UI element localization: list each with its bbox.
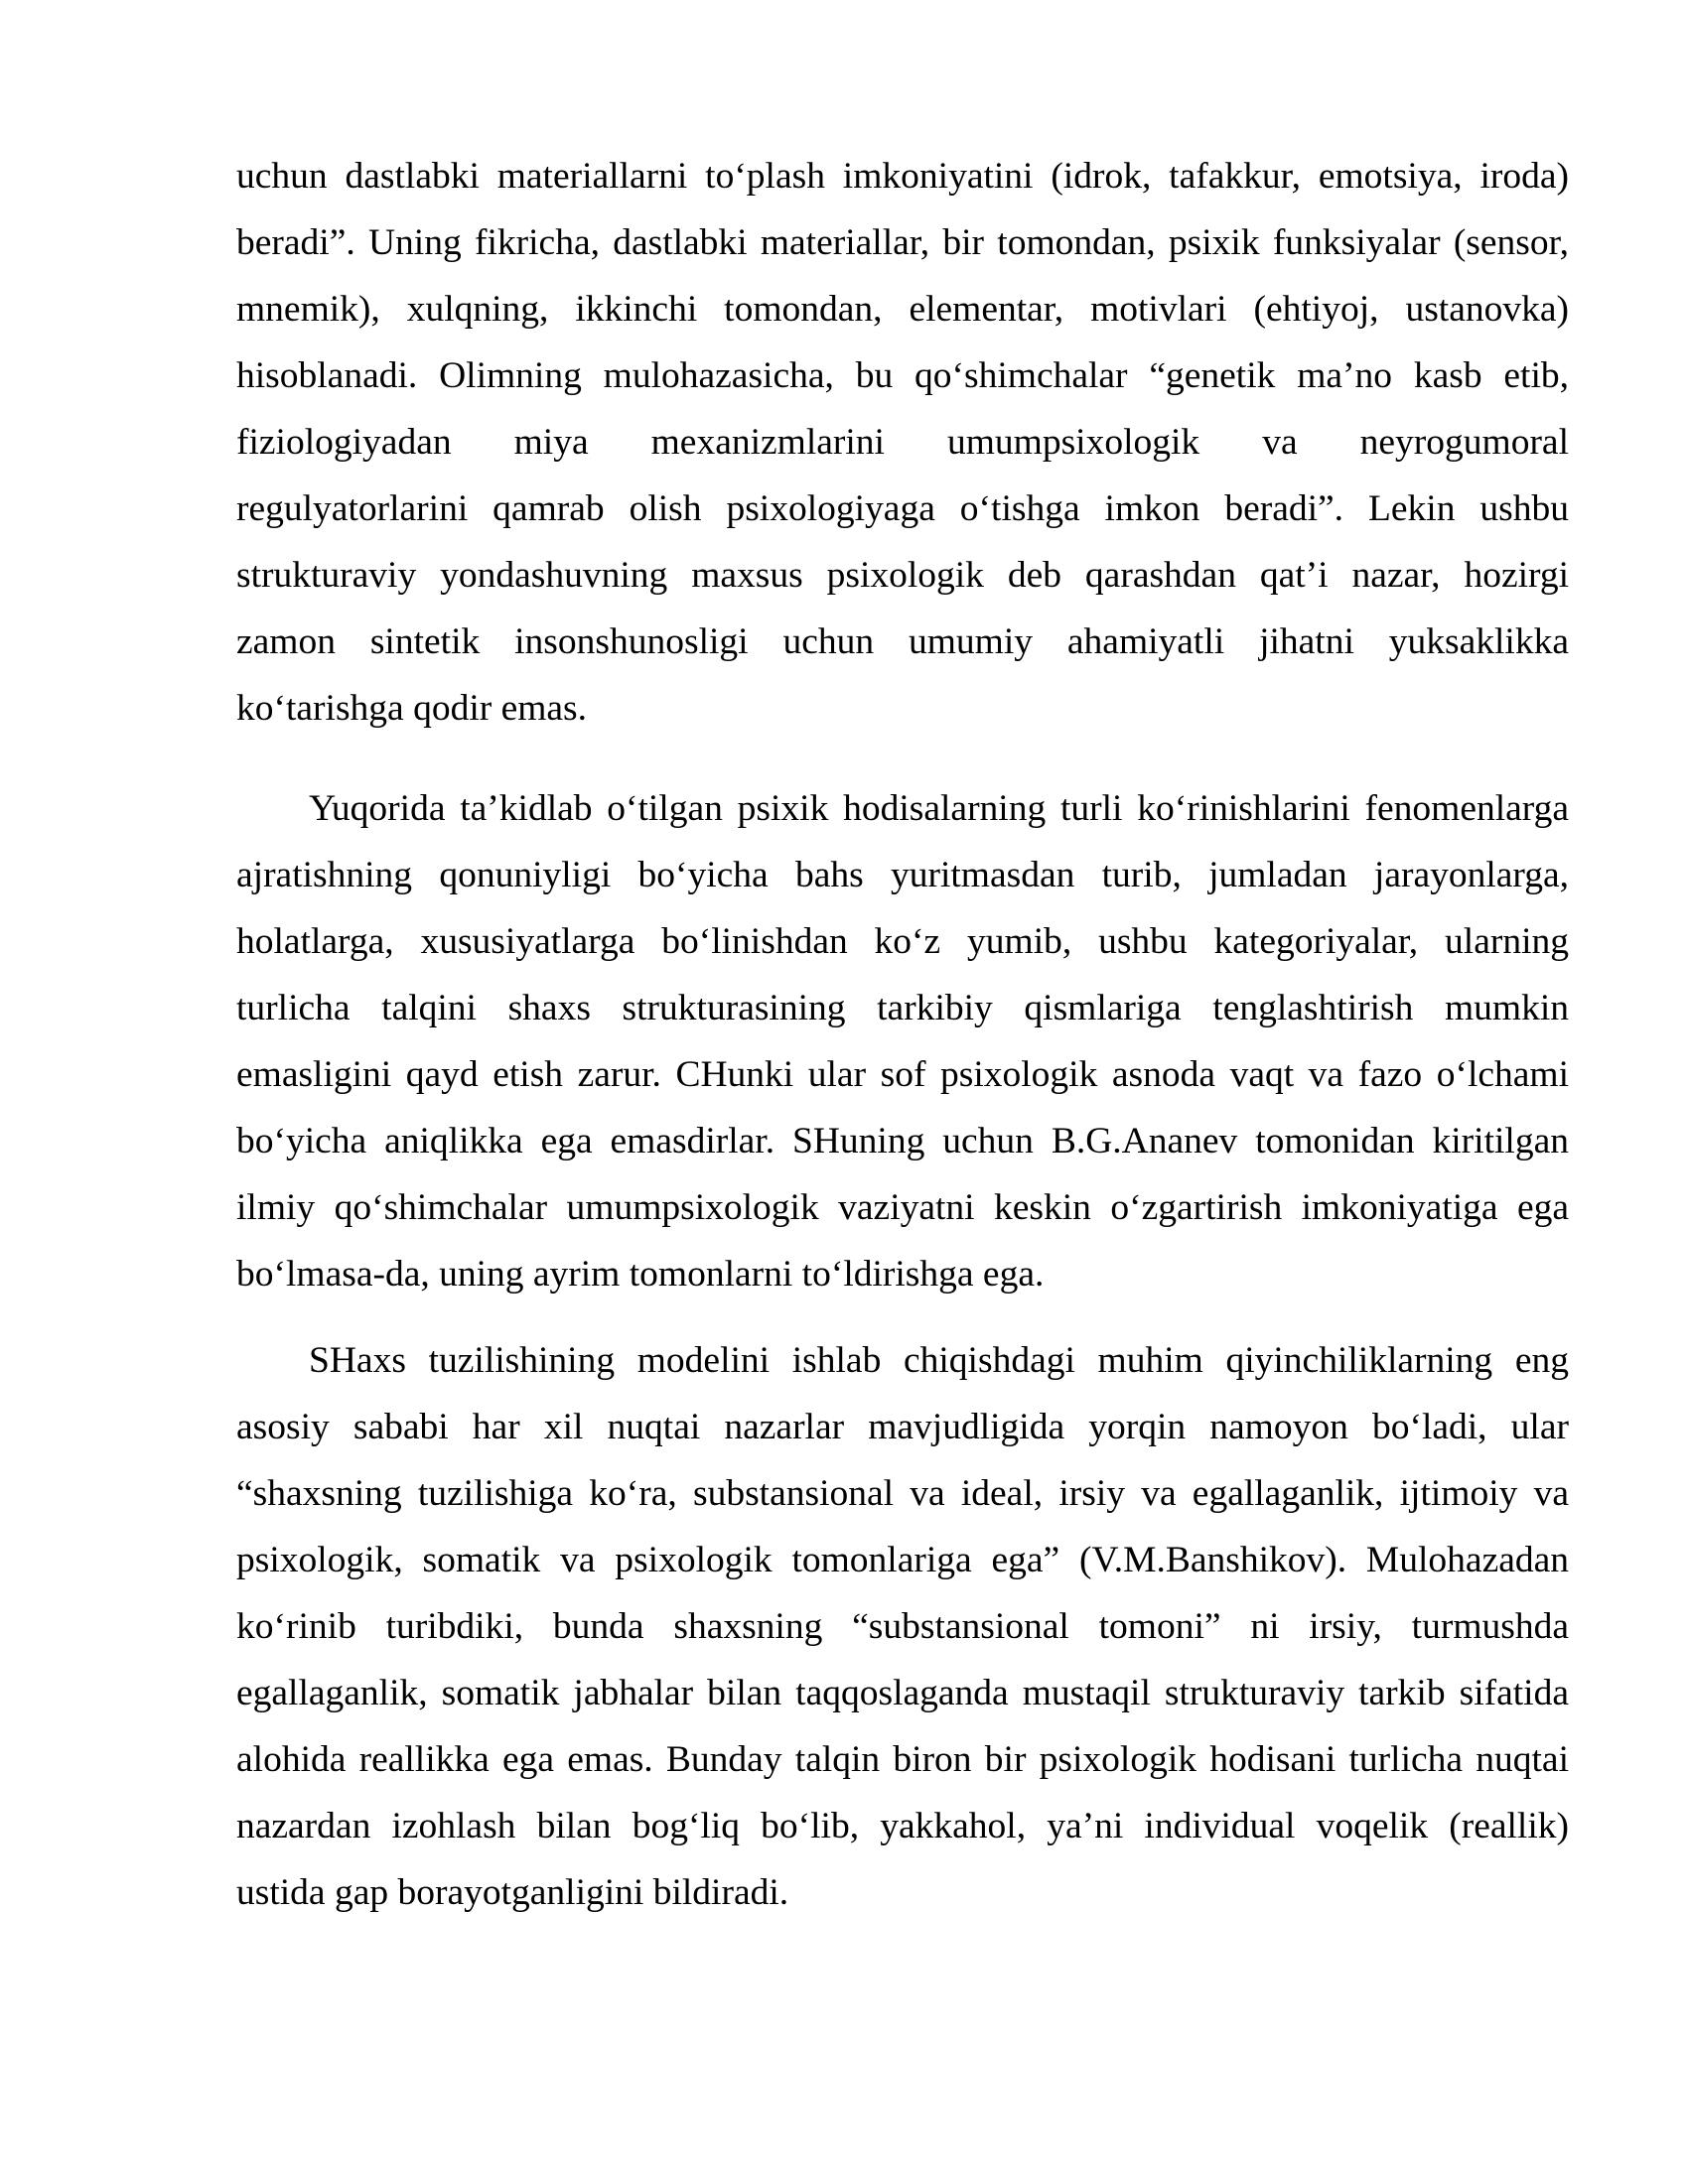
text-line: egallaganlik, somatik jabhalar bilan taqqoslaganda mustaqil strukturaviy tarkib sifatida	[236, 1673, 1569, 1713]
text-line: ko‘rinib turibdiki, bunda shaxsning “substansional tomoni” ni irsiy, turmushda	[236, 1606, 1569, 1647]
text-line: ko‘tarishga qodir emas.	[236, 688, 588, 729]
text-line: emasligini qayd etish zarur. CHunki ular sof psixologik asnoda vaqt va fazo o‘lchami	[236, 1054, 1569, 1095]
text-line: strukturaviy yondashuvning maxsus psixologik deb qarashdan qat’i nazar, hozirgi	[236, 555, 1569, 596]
text-line: ustida gap borayotganligini bildiradi.	[236, 1872, 789, 1913]
text-line: ajratishning qonuniyligi bo‘yicha bahs yuritmasdan turib, jumladan jarayonlarga,	[236, 855, 1569, 895]
text-line: turlicha talqini shaxs strukturasining tarkibiy qismlariga tenglashtirish mumkin	[236, 988, 1569, 1028]
text-line: regulyatorlarini qamrab olish psixologiyaga o‘tishga imkon beradi”. Lekin ushbu	[236, 488, 1569, 529]
text-line: nazardan izohlash bilan bog‘liq bo‘lib, yakkahol, ya’ni individual voqelik (reallik)	[236, 1806, 1569, 1846]
text-line: mnemik), xulqning, ikkinchi tomondan, elementar, motivlari (ehtiyoj, ustanovka)	[236, 289, 1569, 330]
text-line: fiziologiyadan miya mexanizmlarini umumpsixologik va neyrogumoral	[236, 422, 1569, 463]
paragraph	[236, 1327, 1569, 1926]
text-line: psixologik, somatik va psixologik tomonlariga ega” (V.M.Banshikov). Mulohazadan	[236, 1540, 1569, 1580]
text-line: bo‘yicha aniqlikka ega emasdirlar. SHuning uchun B.G.Ananev tomonidan kiritilgan	[236, 1121, 1569, 1161]
paragraph	[236, 143, 1569, 742]
text-line: Yuqorida ta’kidlab o‘tilgan psixik hodisalarning turli ko‘rinishlarini fenomenlarga	[309, 788, 1569, 829]
text-line: bo‘lmasa-da, uning ayrim tomonlarni to‘ldirishga ega.	[236, 1254, 1045, 1295]
text-line: SHaxs tuzilishining modelini ishlab chiqishdagi muhim qiyinchiliklarning eng	[309, 1340, 1569, 1381]
text-line: ilmiy qo‘shimchalar umumpsixologik vaziyatni keskin o‘zgartirish imkoniyatiga ega	[236, 1187, 1569, 1228]
text-line: beradi”. Uning fikricha, dastlabki materiallar, bir tomondan, psixik funksiyalar (sensor,	[236, 222, 1569, 263]
text-line: hisoblanadi. Olimning mulohazasicha, bu qo‘shimchalar “genetik ma’no kasb etib,	[236, 355, 1569, 396]
text-line: uchun dastlabki materiallarni to‘plash imkoniyatini (idrok, tafakkur, emotsiya, iroda)	[236, 156, 1569, 197]
text-line: “shaxsning tuzilishiga ko‘ra, substansional va ideal, irsiy va egallaganlik, ijtimoiy va	[236, 1473, 1569, 1514]
paragraph	[236, 775, 1569, 1307]
text-line: zamon sintetik insonshunosligi uchun umumiy ahamiyatli jihatni yuksaklikka	[236, 621, 1569, 662]
text-line: asosiy sababi har xil nuqtai nazarlar mavjudligida yorqin namoyon bo‘ladi, ular	[236, 1407, 1569, 1447]
text-line: alohida reallikka ega emas. Bunday talqin biron bir psixologik hodisani turlicha nuqtai	[236, 1739, 1569, 1780]
text-line: holatlarga, xususiyatlarga bo‘linishdan ko‘z yumib, ushbu kategoriyalar, ularning	[236, 921, 1569, 962]
